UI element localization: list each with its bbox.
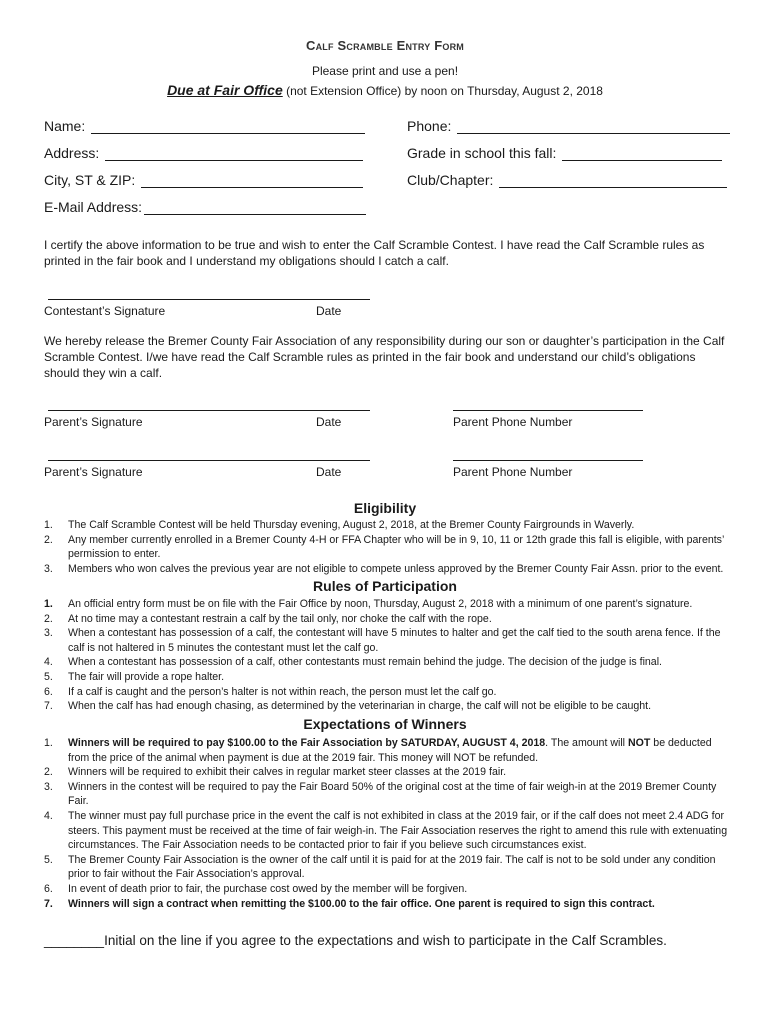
expectation-item-emphasis: NOT [627,737,651,749]
expectation-item-text: Winners in the contest will be required to pay the Fair Board 50% of the original cost at the time of fair weigh-in at the 2019 Bremer County Fair. [68,780,717,808]
parent-phone-line-1[interactable] [453,410,643,411]
club-label: Club/Chapter: [407,172,494,188]
rules-heading: Rules of Participation [313,578,457,594]
list-item [44,897,734,912]
list-item [44,699,734,714]
item-number: 2. [44,612,53,625]
list-item [44,612,734,627]
certification-text: I certify the above information to be true and wish to enter the Calf Scramble Contest. I have read the Calf Scramble rules as printed in the fair book and I understand my obligations should I catch a calf. [44,238,705,268]
item-number: 1. [44,598,53,610]
parent-phone-line-2[interactable] [453,460,643,461]
list-item [44,736,734,765]
email-field[interactable] [44,199,366,215]
list-item [44,882,734,897]
name-label: Name: [44,118,86,134]
item-number: 4. [44,656,53,669]
item-number: 2. [44,766,53,779]
club-field[interactable] [407,172,727,188]
address-label: Address: [44,145,100,161]
expectation-item-text: be deducted from the price of the animal when payment is due at the 2019 fair. This money will NOT be refunded. [68,737,712,764]
email-label: E-Mail Address: [44,199,143,215]
eligibility-item-text: Any member currently enrolled in a Bremer County 4-H or FFA Chapter who will be in 9, 10, 11 or 12th grade this fall is eligible, with parents’ permission to enter. [68,533,724,561]
rules-list [44,597,734,714]
list-item [44,809,734,853]
item-number: 4. [44,809,53,822]
parent-signature-line-1[interactable] [48,410,370,411]
parent-signature-label-2: Parent’s Signature [44,465,143,479]
list-item [44,685,734,700]
list-item [44,562,734,577]
item-number: 3. [44,627,53,640]
expectation-item-bold-text: Winners will sign a contract when remitting the $100.00 to the fair office. One parent is required to sign this contract. [68,897,655,910]
item-number: 3. [44,780,53,793]
form-title: Calf Scramble Entry Form [306,38,464,53]
rule-item-text: When a contestant has possession of a calf, the contestant will have 5 minutes to halter and get the calf tied to the south arena fence. If the calf is not haltered in 5 minutes the contestant must let the calf go. [68,627,721,654]
due-location: Due at Fair Office [167,82,283,98]
contestant-signature-label: Contestant’s Signature [44,304,166,318]
phone-label: Phone: [407,118,452,134]
item-number: 5. [44,853,53,866]
email-input-line[interactable] [144,200,366,215]
eligibility-heading: Eligibility [353,500,417,516]
expectations-heading: Expectations of Winners [303,716,467,732]
expectation-item-text: The winner must pay full purchase price in the event the calf is not exhibited in class at the 2019 fair, or if the calf does not meet 2.4 ADG for steers. This payment must be received at the time of fair weigh-in. The Fair Association reserves the right to amend this rule with extenuating circumstances. The Fair Association needs to be contacted prior to fair if you believe such circumstances exist. [68,809,728,852]
item-number: 1. [44,519,53,531]
city-label: City, ST & ZIP: [44,172,136,188]
expectation-item-bold-text: Winners will be required to pay $100.00 to the Fair Association by SATURDAY, AUGUST 4, 2018 [68,737,546,749]
list-item [44,765,734,780]
phone-field[interactable] [407,118,730,134]
rule-item-text: At no time may a contestant restrain a calf by the tail only, nor choke the calf with the rope. [68,612,492,625]
form-subtitle: Please print and use a pen! [311,64,459,78]
list-item [44,626,734,655]
parent-signature-line-2[interactable] [48,460,370,461]
eligibility-item-text: Members who won calves the previous year are not eligible to compete unless approved by the Bremer County Fair Assn. prior to the event. [68,562,724,575]
parent-phone-label-2: Parent Phone Number [453,465,573,479]
name-input-line[interactable] [91,119,365,134]
initial-agreement-line[interactable]: ________Initial on the line if you agree to the expectations and wish to participate in the Calf Scrambles. [44,933,667,948]
club-input-line[interactable] [499,173,727,188]
rule-item-text: When the calf has had enough chasing, as determined by the veterinarian in charge, the calf will not be eligible to be caught. [68,700,652,713]
release-text: We hereby release the Bremer County Fair Association of any responsibility during our son or daughter’s participation in the Calf Scramble Contest. I/we have read the Calf Scramble rules as printed in the fair book and understand our child’s obligations should they win a calf. [44,334,725,380]
item-number: 1. [44,737,53,749]
list-item [44,533,734,562]
rule-item-text: If a calf is caught and the person’s halter is not within reach, the person must let the calf go. [68,685,497,698]
parent-signature-label-1: Parent’s Signature [44,415,143,429]
item-number: 6. [44,882,53,895]
list-item [44,655,734,670]
parent-date-label-1: Date [316,415,342,429]
parent-phone-label-1: Parent Phone Number [453,415,573,429]
rule-item-text: An official entry form must be on file with the Fair Office by noon, Thursday, August 2, 2018 with a minimum of one parent’s signature. [68,598,693,610]
list-item [44,780,734,809]
expectation-item-text: Winners will be required to exhibit their calves in regular market steer classes at the 2019 fair. [68,766,507,779]
expectation-item-text: The Bremer County Fair Association is the owner of the calf until it is paid for at the 2019 fair. The calf is not to be sold under any condition prior to fair without the Fair Association’s approval. [68,853,716,881]
list-item [44,597,734,612]
list-item [44,670,734,685]
city-field[interactable] [44,172,363,188]
phone-input-line[interactable] [457,119,730,134]
expectation-item-text: In event of death prior to fair, the purchase cost owed by the member will be forgiven. [68,882,468,895]
grade-input-line[interactable] [562,146,722,161]
grade-field[interactable] [407,145,722,161]
list-item [44,853,734,882]
contestant-signature-line[interactable] [48,299,370,300]
expectation-item-text: . The amount will [545,737,628,749]
due-details: (not Extension Office) by noon on Thursday, August 2, 2018 [282,84,603,98]
item-number: 6. [44,685,53,698]
due-line [0,82,770,98]
rule-item-text: When a contestant has possession of a calf, other contestants must remain behind the judge. The decision of the judge is final. [68,656,662,669]
eligibility-item-text: The Calf Scramble Contest will be held Thursday evening, August 2, 2018, at the Bremer County Fairgrounds in Waverly. [68,519,635,531]
rule-item-text: The fair will provide a rope halter. [68,670,225,683]
item-number: 3. [44,562,53,575]
item-number: 7. [44,897,53,910]
list-item [44,518,734,533]
city-input-line[interactable] [141,173,363,188]
grade-label: Grade in school this fall: [407,145,557,161]
name-field[interactable] [44,118,365,134]
item-number: 7. [44,700,53,713]
contestant-date-label: Date [316,304,342,318]
address-field[interactable] [44,145,363,161]
item-number: 5. [44,670,53,683]
parent-date-label-2: Date [316,465,342,479]
item-number: 2. [44,533,53,546]
expectations-list [44,736,734,911]
eligibility-list [44,518,734,576]
address-input-line[interactable] [105,146,363,161]
